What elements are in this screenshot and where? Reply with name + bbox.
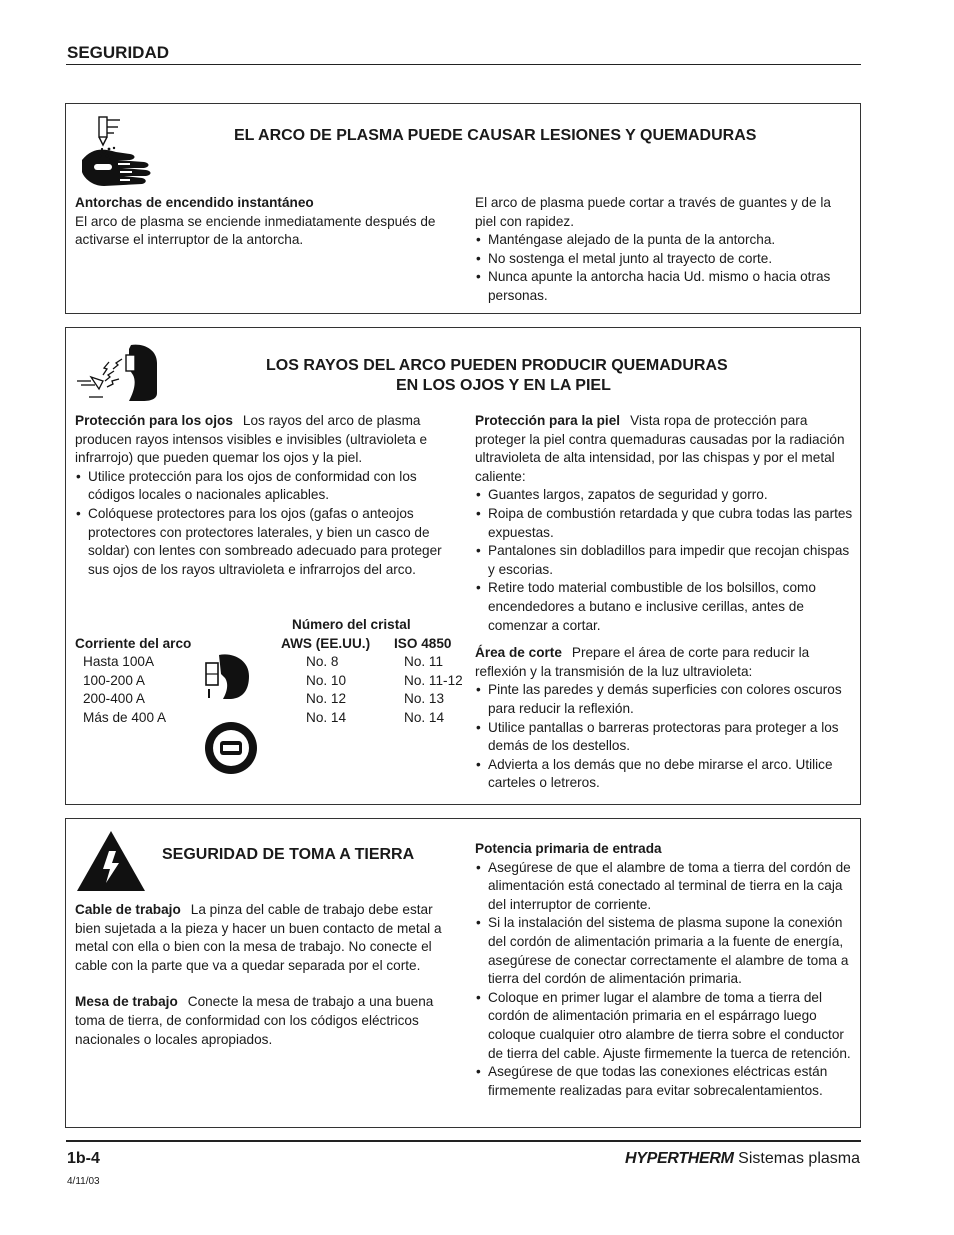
skin-protection-text: Vista ropa de protección para proteger la piel contra quemaduras causadas por la radiación ultravioleta de alta intensidad, por las chispas y por el metal caliente:	[475, 413, 845, 484]
list-item: • Retire todo material combustible de los bolsillos, como encendedores a butano e inclusive cerillas, antes de comenzar a cortar.	[475, 579, 853, 635]
eye-protection-lead: Protección para los ojos	[75, 413, 233, 428]
cutting-area-lead: Área de corte	[475, 645, 562, 661]
lens-shade-table	[75, 616, 463, 728]
table-cell-iso: No. 11	[404, 654, 444, 670]
list-item: • Asegúrese de que el alambre de toma a tierra del cordón de alimentación está conectado al terminal de tierra en la caja del interruptor de corriente.	[475, 859, 853, 915]
list-item: • Pantalones sin dobladillos para impedir que recojan chispas y escorias.	[475, 542, 853, 579]
header-rule	[66, 64, 861, 65]
column-header-current: Corriente del arco	[75, 635, 192, 651]
cutting-area-intro	[475, 644, 853, 681]
primary-power-list	[475, 859, 853, 1101]
table-cell-iso: No. 14	[404, 709, 445, 725]
table-cell-current: 200-400 A	[83, 691, 145, 707]
table-row	[75, 709, 463, 728]
instant-ignition-subtitle: Antorchas de encendido instantáneo	[75, 195, 314, 210]
list-item: • Utilice pantallas o barreras protectoras para proteger a los demás de los destellos.	[475, 719, 853, 756]
list-item: • Asegúrese de que todas las conexiones eléctricas están firmemente realizadas para evitar sobrecalentamientos.	[475, 1063, 853, 1100]
skin-protection-column	[475, 412, 853, 793]
cutting-area-text: Prepare el área de corte para reducir la reflexión y la transmisión de la luz ultravioleta:	[475, 645, 810, 679]
table-row	[75, 672, 463, 691]
torch-hand-icon	[74, 112, 156, 194]
cutting-area-list	[475, 681, 853, 793]
list-item: • Manténgase alejado de la punta de la antorcha.	[475, 231, 851, 250]
table-cell-current: Más de 400 A	[83, 709, 167, 725]
table-cell-aws: No. 10	[306, 672, 347, 688]
page-section-header: SEGURIDAD	[67, 43, 170, 62]
table-cell-current: Hasta 100A	[83, 654, 155, 670]
primary-power-column	[475, 840, 853, 1100]
work-cable-text	[75, 901, 453, 975]
table-row	[75, 653, 463, 672]
skin-protection-list	[475, 486, 853, 635]
eye-protection-intro	[75, 412, 453, 468]
table-row	[75, 690, 463, 709]
table-header-row	[75, 635, 463, 654]
grounding-section	[65, 818, 861, 1128]
list-item: • Guantes largos, zapatos de seguridad y gorro.	[475, 486, 853, 505]
table-cell-iso: No. 11-12	[404, 672, 463, 688]
list-item: • Nunca apunte la antorcha hacia Ud. mismo o hacia otras personas.	[475, 268, 851, 305]
work-table-lead: Mesa de trabajo	[75, 994, 178, 1010]
list-item: • Pinte las paredes y demás superficies con colores oscuros para reducir la reflexión.	[475, 681, 853, 718]
arc-cut-intro: El arco de plasma puede cortar a través de guantes y de la piel con rapidez.	[475, 195, 831, 229]
revision-date: 4/11/03	[67, 1176, 100, 1187]
arc-cut-list	[475, 231, 851, 305]
footer-rule	[66, 1140, 861, 1142]
eye-protection-column	[75, 412, 453, 579]
list-item: • Utilice protección para los ojos de conformidad con los códigos locales o nacionales aplicables.	[75, 468, 453, 505]
instant-ignition-column	[75, 194, 453, 250]
list-item: • Roipa de combustión retardada y que cubra todas las partes expuestas.	[475, 505, 853, 542]
table-cell-aws: No. 14	[306, 709, 347, 725]
arc-injury-title: EL ARCO DE PLASMA PUEDE CAUSAR LESIONES Y QUEMADURAS	[234, 127, 757, 144]
arc-cut-column	[475, 194, 851, 306]
list-item: • Advierta a los demás que no debe mirarse el arco. Utilice carteles o letreros.	[475, 756, 853, 793]
work-table-body: Conecte la mesa de trabajo a una buena toma de tierra, de conformidad con los códigos eléctricos nacionales o locales apropiados.	[75, 994, 434, 1047]
work-table-text	[75, 993, 453, 1049]
grounding-title: SEGURIDAD DE TOMA A TIERRA	[162, 846, 415, 863]
arc-rays-title-line1: LOS RAYOS DEL ARCO PUEDEN PRODUCIR QUEMADURAS	[266, 357, 728, 374]
column-header-iso: ISO 4850	[394, 635, 452, 651]
work-cable-lead: Cable de trabajo	[75, 902, 181, 917]
skin-protection-lead: Protección para la piel	[475, 413, 621, 428]
table-cell-aws: No. 12	[306, 691, 347, 707]
table-cell-current: 100-200 A	[83, 672, 145, 688]
list-item: • Coloque en primer lugar el alambre de toma a tierra del cordón de alimentación primaria en el espárrago luego coloque cualquier otro alambre de tierra sobre el conductor de tierra del cable. Ajuste firmemente la tuerca de retención.	[475, 989, 853, 1063]
skin-protection-intro	[475, 412, 853, 486]
work-cable-body: La pinza del cable de trabajo debe estar bien sujetada a la pieza y hacer un buen contacto de metal a metal con ella o bien con la mesa de trabajo. No conecte el cable con la parte que va a quedar separada por el corte.	[75, 902, 442, 973]
arc-injury-section	[65, 103, 861, 314]
eye-protection-list	[75, 468, 453, 580]
list-item: • No sostenga el metal junto al trayecto de corte.	[475, 250, 851, 269]
table-header-row	[75, 616, 463, 635]
primary-power-subtitle: Potencia primaria de entrada	[475, 841, 662, 856]
list-item: • Si la instalación del sistema de plasma supone la conexión del cordón de alimentación primaria a la fuente de energía, asegúrese de conectar correctamente el alambre de toma a tierra del cordón de alimentación primaria.	[475, 914, 853, 988]
grounding-left-column	[75, 901, 453, 1049]
electric-hazard-icon	[75, 829, 147, 893]
arc-rays-title-line2: EN LOS OJOS Y EN LA PIEL	[396, 377, 611, 394]
arc-rays-section	[65, 327, 861, 805]
welding-helmet-icon	[203, 652, 253, 702]
eye-protection-text: Los rayos del arco de plasma producen rayos intensos visibles e invisibles (ultravioleta e infrarrojo) que pueden quemar los ojos y la piel.	[75, 413, 428, 466]
table-cell-iso: No. 13	[404, 691, 445, 707]
list-item: • Colóquese protectores para los ojos (gafas o anteojos protectores con protectores laterales, y bien un casco de soldar) con lentes con sombreado adecuado para proteger sus ojos de los rayos ultravioleta e infrarrojos del arco.	[75, 505, 453, 579]
table-cell-aws: No. 8	[306, 654, 339, 670]
lens-number-header: Número del cristal	[292, 617, 411, 632]
welding-helmet-rays-icon	[73, 341, 163, 403]
column-header-aws: AWS (EE.UU.)	[281, 635, 371, 651]
footer-brand	[625, 1150, 860, 1168]
instant-ignition-text: El arco de plasma se enciende inmediatamente después de activarse el interruptor de la antorcha.	[75, 213, 436, 248]
brand-logo: HYPERTHERM	[624, 1150, 734, 1167]
brand-suffix: Sistemas plasma	[738, 1150, 860, 1167]
safety-goggles-icon	[203, 720, 259, 776]
page-number: 1b-4	[67, 1150, 100, 1167]
